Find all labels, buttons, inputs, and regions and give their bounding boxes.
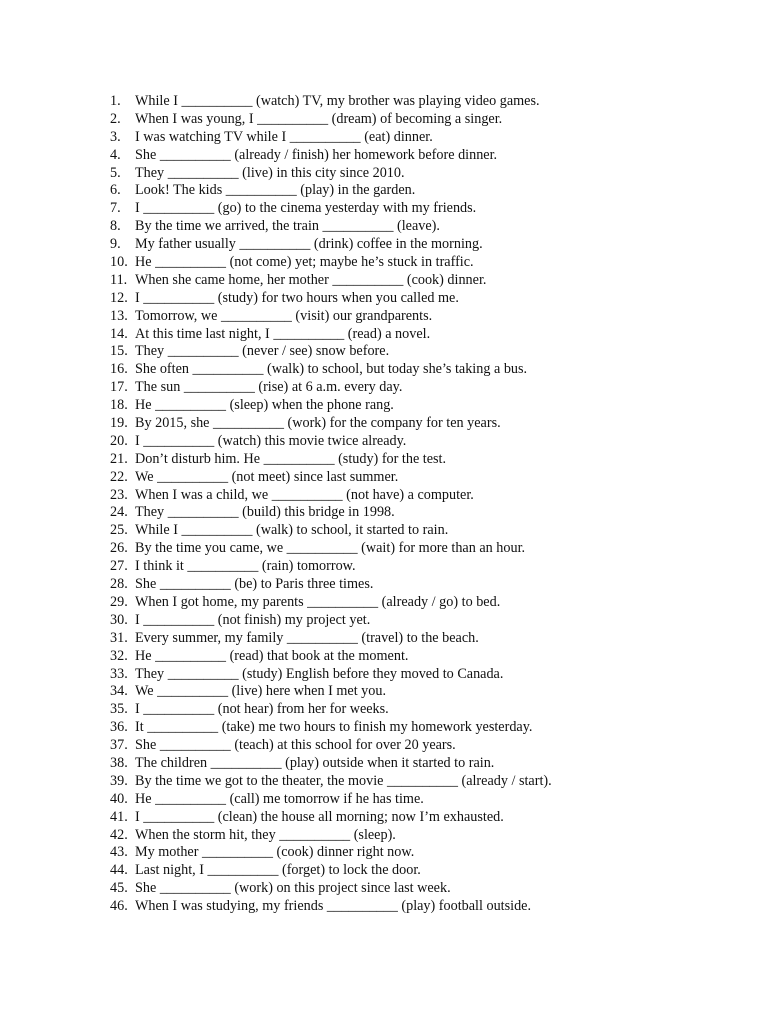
item-sentence: When I was a child, we __________ (not have) a computer. bbox=[135, 486, 474, 503]
exercise-item bbox=[110, 755, 552, 773]
item-sentence: He __________ (call) me tomorrow if he has time. bbox=[135, 790, 424, 807]
item-number: 8. bbox=[110, 218, 121, 235]
item-sentence: By the time we got to the theater, the movie __________ (already / start). bbox=[135, 772, 552, 789]
exercise-item bbox=[110, 165, 552, 183]
exercise-item bbox=[110, 487, 552, 505]
item-sentence: He __________ (read) that book at the moment. bbox=[135, 647, 409, 664]
item-sentence: They __________ (live) in this city since 2010. bbox=[135, 164, 405, 181]
item-sentence: Tomorrow, we __________ (visit) our grandparents. bbox=[135, 307, 433, 324]
item-sentence: He __________ (sleep) when the phone rang. bbox=[135, 397, 394, 414]
item-sentence: When I got home, my parents __________ (already / go) to bed. bbox=[135, 593, 501, 610]
item-sentence: We __________ (live) here when I met you. bbox=[135, 683, 387, 700]
item-number: 45. bbox=[110, 880, 128, 897]
exercise-item bbox=[110, 200, 552, 218]
exercise-item bbox=[110, 290, 552, 308]
item-sentence: I __________ (not hear) from her for weeks. bbox=[135, 701, 389, 718]
exercise-item bbox=[110, 827, 552, 845]
item-sentence: When the storm hit, they __________ (sleep). bbox=[135, 826, 396, 843]
item-sentence: By the time you came, we __________ (wait) for more than an hour. bbox=[135, 540, 526, 557]
exercise-item bbox=[110, 254, 552, 272]
item-sentence: By the time we arrived, the train __________ (leave). bbox=[135, 218, 440, 235]
exercise-item bbox=[110, 880, 552, 898]
item-sentence: He __________ (not come) yet; maybe he’s stuck in traffic. bbox=[135, 254, 474, 271]
exercise-item bbox=[110, 182, 552, 200]
item-sentence: I think it __________ (rain) tomorrow. bbox=[135, 558, 356, 575]
item-sentence: I __________ (study) for two hours when you called me. bbox=[135, 289, 459, 306]
item-sentence: While I __________ (walk) to school, it started to rain. bbox=[135, 522, 449, 539]
item-number: 36. bbox=[110, 719, 128, 736]
item-sentence: I __________ (go) to the cinema yesterday with my friends. bbox=[135, 200, 477, 217]
item-sentence: Every summer, my family __________ (travel) to the beach. bbox=[135, 629, 479, 646]
item-number: 7. bbox=[110, 200, 121, 217]
item-sentence: When she came home, her mother __________ (cook) dinner. bbox=[135, 271, 487, 288]
item-number: 38. bbox=[110, 754, 128, 771]
exercise-item bbox=[110, 218, 552, 236]
exercise-item bbox=[110, 558, 552, 576]
item-sentence: At this time last night, I __________ (read) a novel. bbox=[135, 325, 431, 342]
item-number: 39. bbox=[110, 772, 128, 789]
item-number: 34. bbox=[110, 683, 128, 700]
exercise-item bbox=[110, 898, 552, 916]
exercise-item bbox=[110, 791, 552, 809]
item-number: 3. bbox=[110, 128, 121, 145]
item-number: 10. bbox=[110, 254, 128, 271]
exercise-item bbox=[110, 504, 552, 522]
item-number: 15. bbox=[110, 343, 128, 360]
item-number: 1. bbox=[110, 93, 121, 109]
item-sentence: Don’t disturb him. He __________ (study) for the test. bbox=[135, 450, 447, 467]
item-sentence: I __________ (watch) this movie twice already. bbox=[135, 432, 407, 449]
item-number: 37. bbox=[110, 737, 128, 754]
exercise-item bbox=[110, 683, 552, 701]
item-sentence: She __________ (work) on this project since last week. bbox=[135, 880, 451, 897]
item-number: 16. bbox=[110, 361, 128, 378]
exercise-item bbox=[110, 272, 552, 290]
item-sentence: My father usually __________ (drink) coffee in the morning. bbox=[135, 236, 483, 253]
item-number: 5. bbox=[110, 164, 121, 181]
item-number: 13. bbox=[110, 307, 128, 324]
item-number: 9. bbox=[110, 236, 121, 253]
exercise-item bbox=[110, 522, 552, 540]
item-number: 21. bbox=[110, 450, 128, 467]
item-number: 27. bbox=[110, 558, 128, 575]
item-sentence: She often __________ (walk) to school, but today she’s taking a bus. bbox=[135, 361, 528, 378]
exercise-item bbox=[110, 844, 552, 862]
item-number: 29. bbox=[110, 593, 128, 610]
exercise-item bbox=[110, 666, 552, 684]
exercise-item bbox=[110, 773, 552, 791]
item-sentence: They __________ (build) this bridge in 1998. bbox=[135, 504, 395, 521]
item-sentence: When I was studying, my friends __________ (play) football outside. bbox=[135, 898, 532, 915]
item-number: 33. bbox=[110, 665, 128, 682]
exercise-item bbox=[110, 612, 552, 630]
exercise-item bbox=[110, 343, 552, 361]
item-number: 25. bbox=[110, 522, 128, 539]
item-number: 6. bbox=[110, 182, 121, 199]
item-number: 44. bbox=[110, 862, 128, 879]
item-sentence: She __________ (teach) at this school for over 20 years. bbox=[135, 737, 456, 754]
exercise-item bbox=[110, 397, 552, 415]
exercise-item bbox=[110, 540, 552, 558]
exercise-item bbox=[110, 469, 552, 487]
item-sentence: She __________ (already / finish) her homework before dinner. bbox=[135, 146, 498, 163]
exercise-item bbox=[110, 648, 552, 666]
item-sentence: I was watching TV while I __________ (eat) dinner. bbox=[135, 128, 433, 145]
item-number: 43. bbox=[110, 844, 128, 861]
exercise-item bbox=[110, 361, 552, 379]
item-sentence: I __________ (not finish) my project yet. bbox=[135, 611, 371, 628]
item-sentence: By 2015, she __________ (work) for the company for ten years. bbox=[135, 415, 501, 432]
item-number: 4. bbox=[110, 146, 121, 163]
exercise-item bbox=[110, 594, 552, 612]
exercise-item bbox=[110, 701, 552, 719]
item-sentence: It __________ (take) me two hours to finish my homework yesterday. bbox=[135, 719, 533, 736]
item-number: 32. bbox=[110, 647, 128, 664]
item-sentence: While I __________ (watch) TV, my brother was playing video games. bbox=[135, 93, 540, 109]
item-sentence: They __________ (study) English before they moved to Canada. bbox=[135, 665, 504, 682]
exercise-item bbox=[110, 236, 552, 254]
exercise-item bbox=[110, 809, 552, 827]
exercise-item bbox=[110, 433, 552, 451]
item-number: 20. bbox=[110, 432, 128, 449]
exercise-item bbox=[110, 308, 552, 326]
item-number: 14. bbox=[110, 325, 128, 342]
item-number: 22. bbox=[110, 468, 128, 485]
item-sentence: The children __________ (play) outside when it started to rain. bbox=[135, 754, 495, 771]
item-number: 12. bbox=[110, 289, 128, 306]
exercise-item bbox=[110, 415, 552, 433]
exercise-item bbox=[110, 129, 552, 147]
exercise-item bbox=[110, 379, 552, 397]
item-number: 42. bbox=[110, 826, 128, 843]
item-sentence: I __________ (clean) the house all morning; now I’m exhausted. bbox=[135, 808, 504, 825]
item-number: 24. bbox=[110, 504, 128, 521]
item-number: 35. bbox=[110, 701, 128, 718]
item-number: 28. bbox=[110, 576, 128, 593]
exercise-item bbox=[110, 147, 552, 165]
item-number: 2. bbox=[110, 110, 121, 127]
exercise-item bbox=[110, 111, 552, 129]
exercise-item bbox=[110, 326, 552, 344]
item-number: 18. bbox=[110, 397, 128, 414]
item-sentence: She __________ (be) to Paris three times. bbox=[135, 576, 374, 593]
item-number: 46. bbox=[110, 898, 128, 915]
item-sentence: When I was young, I __________ (dream) of becoming a singer. bbox=[135, 110, 503, 127]
exercise-item bbox=[110, 576, 552, 594]
item-number: 23. bbox=[110, 486, 128, 503]
item-number: 40. bbox=[110, 790, 128, 807]
exercise-item bbox=[110, 451, 552, 469]
item-number: 30. bbox=[110, 611, 128, 628]
item-number: 11. bbox=[110, 271, 128, 288]
item-sentence: My mother __________ (cook) dinner right now. bbox=[135, 844, 415, 861]
item-sentence: Last night, I __________ (forget) to lock the door. bbox=[135, 862, 421, 879]
item-sentence: The sun __________ (rise) at 6 a.m. every day. bbox=[135, 379, 403, 396]
item-sentence: We __________ (not meet) since last summer. bbox=[135, 468, 399, 485]
item-number: 26. bbox=[110, 540, 128, 557]
item-sentence: They __________ (never / see) snow before. bbox=[135, 343, 390, 360]
item-sentence: Look! The kids __________ (play) in the garden. bbox=[135, 182, 416, 199]
exercise-item bbox=[110, 719, 552, 737]
exercise-item bbox=[110, 862, 552, 880]
item-number: 17. bbox=[110, 379, 128, 396]
exercise-list bbox=[110, 93, 552, 916]
item-number: 41. bbox=[110, 808, 128, 825]
exercise-item bbox=[110, 93, 552, 111]
item-number: 19. bbox=[110, 415, 128, 432]
exercise-item bbox=[110, 737, 552, 755]
item-number: 31. bbox=[110, 629, 128, 646]
exercise-item bbox=[110, 630, 552, 648]
